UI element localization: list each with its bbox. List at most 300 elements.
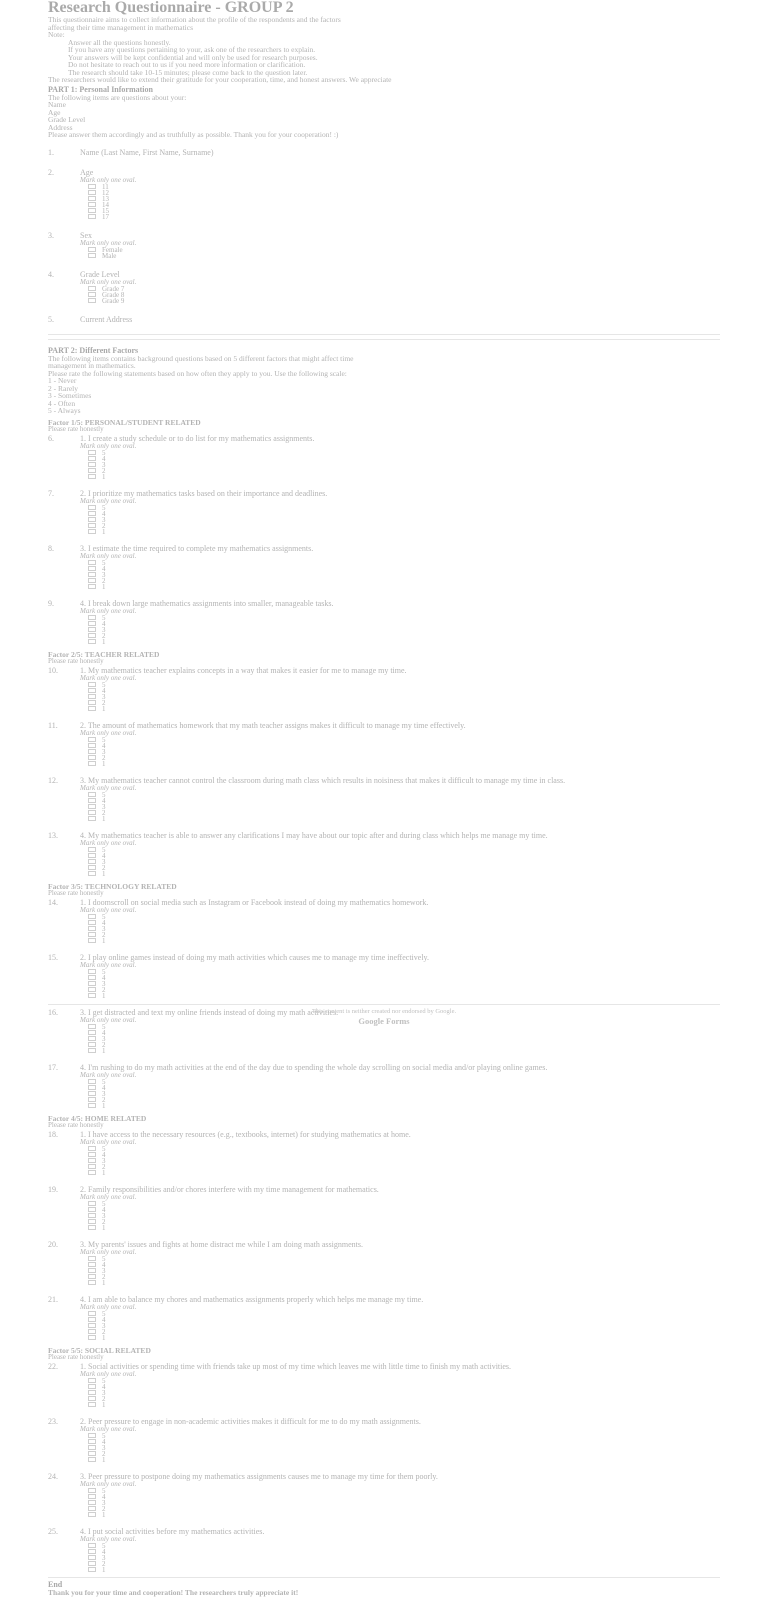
- form-intro-line: This questionnaire aims to collect information about the profile of the respondents and the factors: [48, 15, 341, 24]
- radio-option[interactable]: [88, 253, 720, 259]
- factor-section: [48, 651, 720, 877]
- part1-line: Age: [48, 107, 61, 117]
- end-message: Thank you for your time and cooperation! The researchers truly appreciate it!: [48, 1587, 299, 1597]
- radio-option[interactable]: [88, 1280, 720, 1286]
- radio-oval[interactable]: [88, 1030, 96, 1035]
- question-row: [48, 271, 720, 279]
- radio-oval[interactable]: [88, 627, 96, 632]
- radio-oval[interactable]: [88, 621, 96, 626]
- question-number: 23.: [48, 1416, 58, 1426]
- question-item: [48, 545, 720, 590]
- mark-instruction: Mark only one oval.: [80, 1479, 137, 1488]
- radio-option-label: 4: [102, 1547, 106, 1556]
- question-text: 1. Social activities or spending time with friends take up most of my time which leaves me with little time to finish my math activities.: [80, 1361, 512, 1371]
- question-item: [48, 435, 720, 480]
- radio-oval[interactable]: [88, 1225, 96, 1230]
- question-row: [48, 777, 720, 785]
- question-row: [48, 600, 720, 608]
- factor-section: [48, 1347, 720, 1573]
- question-text: 2. I play online games instead of doing my math activities which causes me to manage my time ineffectively.: [80, 952, 430, 962]
- mark-instruction: Mark only one oval.: [80, 1369, 137, 1378]
- radio-option-label: 5: [102, 1022, 106, 1031]
- radio-oval[interactable]: [88, 737, 96, 742]
- radio-oval[interactable]: [88, 792, 96, 797]
- radio-oval[interactable]: [88, 847, 96, 852]
- radio-oval[interactable]: [88, 1268, 96, 1273]
- radio-oval[interactable]: [88, 1164, 96, 1169]
- radio-option-label: 1: [102, 1046, 106, 1055]
- radio-oval[interactable]: [88, 1170, 96, 1175]
- radio-option-label: 5: [102, 1431, 106, 1440]
- radio-option-label: 4: [102, 973, 106, 982]
- end-label: End: [48, 1579, 63, 1589]
- radio-option-label: 5: [102, 448, 106, 457]
- radio-oval[interactable]: [88, 975, 96, 980]
- radio-oval[interactable]: [88, 190, 96, 195]
- form-intro-line: affecting their time management in mathematics: [48, 22, 194, 32]
- radio-option[interactable]: [88, 1512, 720, 1518]
- form-title: Research Questionnaire - GROUP 2: [48, 0, 294, 16]
- radio-oval[interactable]: [88, 1262, 96, 1267]
- question-row: [48, 435, 720, 443]
- question-row: [48, 1473, 720, 1481]
- radio-oval[interactable]: [88, 993, 96, 998]
- radio-option-label: 1: [102, 582, 106, 591]
- radio-oval[interactable]: [88, 749, 96, 754]
- radio-oval[interactable]: [88, 865, 96, 870]
- note-item: Do not hesitate to reach out to us if you need more information or clarification.: [68, 60, 306, 69]
- question-item: [48, 1131, 720, 1176]
- radio-option[interactable]: [88, 639, 720, 645]
- radio-oval[interactable]: [88, 1317, 96, 1322]
- radio-option-label: 5: [102, 503, 106, 512]
- radio-oval[interactable]: [88, 1213, 96, 1218]
- radio-option[interactable]: [88, 1048, 720, 1054]
- question-row: [48, 232, 720, 240]
- radio-oval[interactable]: [88, 1543, 96, 1548]
- radio-options: [48, 1488, 720, 1518]
- radio-option[interactable]: [88, 993, 720, 999]
- radio-oval[interactable]: [88, 1439, 96, 1444]
- radio-oval[interactable]: [88, 761, 96, 766]
- radio-oval[interactable]: [88, 1152, 96, 1157]
- notes-label: Note:: [48, 30, 65, 39]
- radio-oval[interactable]: [88, 1329, 96, 1334]
- radio-oval[interactable]: [88, 1280, 96, 1285]
- question-item: [48, 832, 720, 877]
- question-row: [48, 545, 720, 553]
- radio-oval[interactable]: [88, 511, 96, 516]
- radio-option-label: 4: [102, 1205, 106, 1214]
- radio-option-label: 11: [102, 182, 109, 191]
- radio-oval[interactable]: [88, 706, 96, 711]
- question-row: [48, 1418, 720, 1426]
- radio-oval[interactable]: [88, 1384, 96, 1389]
- radio-oval[interactable]: [88, 247, 96, 252]
- question-number: 6.: [48, 433, 54, 443]
- radio-oval[interactable]: [88, 859, 96, 864]
- radio-oval[interactable]: [88, 1158, 96, 1163]
- radio-oval[interactable]: [88, 292, 96, 297]
- radio-option-label: 4: [102, 1492, 106, 1501]
- radio-oval[interactable]: [88, 920, 96, 925]
- radio-option[interactable]: [88, 816, 720, 822]
- radio-option[interactable]: [88, 298, 720, 304]
- radio-options: [48, 1201, 720, 1231]
- radio-oval[interactable]: [88, 1091, 96, 1096]
- question-text: Sex: [80, 230, 92, 240]
- question-number: 25.: [48, 1526, 58, 1536]
- radio-oval[interactable]: [88, 743, 96, 748]
- radio-oval[interactable]: [88, 1457, 96, 1462]
- mark-instruction: Mark only one oval.: [80, 1424, 137, 1433]
- question-text: 3. I get distracted and text my online friends instead of doing my math activities.: [80, 1007, 339, 1017]
- question-text: Current Address: [80, 314, 133, 324]
- question-text: 3. My mathematics teacher cannot control the classroom during math class which results in noisiness that makes it difficult to manage my time in class.: [80, 775, 566, 785]
- radio-option-label: Male: [102, 251, 117, 260]
- radio-oval[interactable]: [88, 1079, 96, 1084]
- radio-oval[interactable]: [88, 1402, 96, 1407]
- radio-option-label: 1: [102, 1278, 106, 1287]
- note-item: The researchers would like to extend their gratitude for your cooperation, time, and honest answers. We appreciate: [48, 75, 392, 84]
- radio-option-label: 4: [102, 741, 106, 750]
- radio-option-label: 4: [102, 1260, 106, 1269]
- part1-heading: PART 1: Personal Information: [48, 84, 153, 94]
- question-text: 1. I have access to the necessary resources (e.g., textbooks, internet) for studying mathematics at home.: [80, 1129, 411, 1139]
- radio-option[interactable]: [88, 584, 720, 590]
- footer-disclaimer: This content is neither created nor endorsed by Google.: [311, 1008, 457, 1015]
- radio-option[interactable]: [88, 706, 720, 712]
- radio-oval[interactable]: [88, 468, 96, 473]
- radio-oval[interactable]: [88, 1555, 96, 1560]
- scale-item: 5 - Always: [48, 406, 81, 415]
- radio-oval[interactable]: [88, 578, 96, 583]
- radio-oval[interactable]: [88, 214, 96, 219]
- footer-brand: Google Forms: [358, 1016, 410, 1026]
- radio-option[interactable]: [88, 1335, 720, 1341]
- radio-oval[interactable]: [88, 1500, 96, 1505]
- radio-oval[interactable]: [88, 853, 96, 858]
- question-item: [48, 667, 720, 712]
- radio-option-label: 13: [102, 194, 109, 203]
- radio-option[interactable]: [88, 214, 720, 220]
- radio-option-label: 5: [102, 1376, 106, 1385]
- radio-option-label: 5: [102, 1309, 106, 1318]
- radio-oval[interactable]: [88, 1207, 96, 1212]
- question-item: [48, 899, 720, 944]
- mark-instruction: Mark only one oval.: [80, 238, 137, 247]
- radio-oval[interactable]: [88, 1146, 96, 1151]
- radio-oval[interactable]: [88, 633, 96, 638]
- radio-option-label: 1: [102, 527, 106, 536]
- radio-options: [48, 1256, 720, 1286]
- question-number: 12.: [48, 775, 58, 785]
- radio-option-label: 4: [102, 851, 106, 860]
- radio-oval[interactable]: [88, 1256, 96, 1261]
- radio-oval[interactable]: [88, 1390, 96, 1395]
- radio-option-label: 2: [102, 1217, 106, 1226]
- part1-line: The following items are questions about your:: [48, 92, 187, 102]
- radio-oval[interactable]: [88, 566, 96, 571]
- radio-oval[interactable]: [88, 1396, 96, 1401]
- question-item: [48, 316, 720, 324]
- radio-option[interactable]: [88, 761, 720, 767]
- question-text: 3. My parents' issues and fights at home distract me while I am doing math assignments.: [80, 1239, 363, 1249]
- mark-instruction: Mark only one oval.: [80, 673, 137, 682]
- question-number: 2.: [48, 167, 54, 177]
- factor-title: Factor 1/5: PERSONAL/STUDENT RELATED: [48, 417, 201, 427]
- radio-oval[interactable]: [88, 969, 96, 974]
- question-number: 9.: [48, 598, 54, 608]
- radio-option-label: 1: [102, 1223, 106, 1232]
- mark-instruction: Mark only one oval.: [80, 905, 137, 914]
- radio-option-label: 4: [102, 509, 106, 518]
- radio-options: [48, 1311, 720, 1341]
- question-text: 2. Family responsibilities and/or chores interfere with my time management for mathematics.: [80, 1184, 379, 1194]
- radio-oval[interactable]: [88, 700, 96, 705]
- radio-oval[interactable]: [88, 1311, 96, 1316]
- radio-oval[interactable]: [88, 1433, 96, 1438]
- radio-option-label: 5: [102, 558, 106, 567]
- radio-options: [48, 1378, 720, 1408]
- radio-oval[interactable]: [88, 914, 96, 919]
- radio-oval[interactable]: [88, 871, 96, 876]
- part2-intro-line: management in mathematics.: [48, 361, 136, 370]
- question-text: 3. I estimate the time required to complete my mathematics assignments.: [80, 543, 314, 553]
- question-number: 15.: [48, 952, 58, 962]
- radio-option-label: 3: [102, 1443, 106, 1452]
- mark-instruction: Mark only one oval.: [80, 441, 137, 450]
- radio-option-label: 4: [102, 1315, 106, 1324]
- question-text: 4. I put social activities before my mathematics activities.: [80, 1526, 265, 1536]
- part1-questions: [48, 149, 720, 324]
- radio-oval[interactable]: [88, 615, 96, 620]
- question-item: [48, 490, 720, 535]
- radio-oval[interactable]: [88, 1506, 96, 1511]
- radio-option-label: 3: [102, 692, 106, 701]
- question-item: [48, 271, 720, 304]
- radio-option-label: 3: [102, 1211, 106, 1220]
- question-row: [48, 832, 720, 840]
- question-text: 2. The amount of mathematics homework that my math teacher assigns makes it difficult to manage my time effectively.: [80, 720, 466, 730]
- radio-option[interactable]: [88, 529, 720, 535]
- radio-option-label: 3: [102, 802, 106, 811]
- radio-oval[interactable]: [88, 253, 96, 258]
- factor-subtitle: Please rate honestly: [48, 1120, 104, 1129]
- question-text: Age: [80, 167, 94, 177]
- radio-oval[interactable]: [88, 1549, 96, 1554]
- radio-option-label: 5: [102, 613, 106, 622]
- radio-oval[interactable]: [88, 804, 96, 809]
- radio-option-label: 1: [102, 637, 106, 646]
- radio-option-label: 5: [102, 735, 106, 744]
- radio-oval[interactable]: [88, 926, 96, 931]
- radio-oval[interactable]: [88, 572, 96, 577]
- radio-oval[interactable]: [88, 798, 96, 803]
- question-text: Grade Level: [80, 269, 120, 279]
- radio-oval[interactable]: [88, 987, 96, 992]
- radio-option-label: Grade 7: [102, 284, 125, 293]
- part2-intro-line: The following items contains background questions based on 5 different factors that might affect time: [48, 353, 354, 363]
- question-text: 4. I am able to balance my chores and mathematics assignments properly which helps me manage my time.: [80, 1294, 424, 1304]
- radio-option-label: 12: [102, 188, 109, 197]
- radio-oval[interactable]: [88, 1085, 96, 1090]
- question-text: 3. Peer pressure to postpone doing my mathematics assignments causes me to manage my time for them poorly.: [80, 1471, 438, 1481]
- radio-option-label: 3: [102, 1498, 106, 1507]
- factor-title: Factor 4/5: HOME RELATED: [48, 1113, 147, 1123]
- question-number: 16.: [48, 1007, 58, 1017]
- question-item: [48, 149, 720, 157]
- radio-option-label: 4: [102, 1150, 106, 1159]
- radio-oval[interactable]: [88, 1219, 96, 1224]
- question-row: [48, 1241, 720, 1249]
- factor-title: Factor 2/5: TEACHER RELATED: [48, 649, 160, 659]
- mark-instruction: Mark only one oval.: [80, 960, 137, 969]
- radio-oval[interactable]: [88, 1048, 96, 1053]
- mark-instruction: Mark only one oval.: [80, 606, 137, 615]
- part1-line: Name: [48, 100, 66, 109]
- radio-option-label: 3: [102, 1388, 106, 1397]
- radio-oval[interactable]: [88, 810, 96, 815]
- radio-option[interactable]: [88, 871, 720, 877]
- radio-option-label: 5: [102, 1541, 106, 1550]
- question-number: 5.: [48, 314, 54, 324]
- radio-oval[interactable]: [88, 1451, 96, 1456]
- radio-oval[interactable]: [88, 298, 96, 303]
- radio-oval[interactable]: [88, 1561, 96, 1566]
- radio-option-label: 1: [102, 759, 106, 768]
- mark-instruction: Mark only one oval.: [80, 838, 137, 847]
- radio-oval[interactable]: [88, 688, 96, 693]
- radio-oval[interactable]: [88, 1274, 96, 1279]
- factor-subtitle: Please rate honestly: [48, 656, 104, 665]
- question-number: 3.: [48, 230, 54, 240]
- radio-option-label: 5: [102, 1077, 106, 1086]
- radio-oval[interactable]: [88, 981, 96, 986]
- radio-oval[interactable]: [88, 505, 96, 510]
- question-text: Name (Last Name, First Name, Surname): [80, 147, 214, 157]
- radio-option-label: 4: [102, 918, 106, 927]
- radio-oval[interactable]: [88, 456, 96, 461]
- radio-option-label: 1: [102, 1168, 106, 1177]
- radio-option-label: 3: [102, 1266, 106, 1275]
- radio-option-label: 2: [102, 576, 106, 585]
- radio-oval[interactable]: [88, 816, 96, 821]
- radio-oval[interactable]: [88, 932, 96, 937]
- question-number: 13.: [48, 830, 58, 840]
- radio-option[interactable]: [88, 1225, 720, 1231]
- radio-oval[interactable]: [88, 529, 96, 534]
- radio-oval[interactable]: [88, 196, 96, 201]
- radio-oval[interactable]: [88, 1512, 96, 1517]
- radio-options: [48, 505, 720, 535]
- radio-option-label: Grade 9: [102, 296, 125, 305]
- radio-oval[interactable]: [88, 286, 96, 291]
- radio-oval[interactable]: [88, 1201, 96, 1206]
- radio-option-label: 3: [102, 924, 106, 933]
- question-item: [48, 169, 720, 220]
- radio-oval[interactable]: [88, 755, 96, 760]
- question-item: [48, 1418, 720, 1463]
- radio-option-label: 5: [102, 845, 106, 854]
- radio-option[interactable]: [88, 1457, 720, 1463]
- radio-oval[interactable]: [88, 184, 96, 189]
- radio-oval[interactable]: [88, 1097, 96, 1102]
- radio-oval[interactable]: [88, 1445, 96, 1450]
- question-number: 7.: [48, 488, 54, 498]
- radio-option-label: 3: [102, 570, 106, 579]
- radio-option-label: 2: [102, 631, 106, 640]
- question-row: [48, 722, 720, 730]
- radio-option[interactable]: [88, 474, 720, 480]
- mark-instruction: Mark only one oval.: [80, 1302, 137, 1311]
- radio-oval[interactable]: [88, 1488, 96, 1493]
- radio-oval[interactable]: [88, 1036, 96, 1041]
- factor-section: [48, 883, 720, 1109]
- radio-oval[interactable]: [88, 1378, 96, 1383]
- factor-section: [48, 419, 720, 645]
- radio-option-label: 4: [102, 619, 106, 628]
- radio-oval[interactable]: [88, 560, 96, 565]
- radio-option-label: 4: [102, 1437, 106, 1446]
- question-row: [48, 149, 720, 157]
- radio-option[interactable]: [88, 1103, 720, 1109]
- radio-option-label: 2: [102, 985, 106, 994]
- radio-option-label: 1: [102, 1400, 106, 1409]
- radio-options: [48, 737, 720, 767]
- radio-oval[interactable]: [88, 523, 96, 528]
- radio-option-label: 1: [102, 991, 106, 1000]
- divider: [48, 1577, 720, 1578]
- radio-option[interactable]: [88, 1402, 720, 1408]
- radio-option-label: 3: [102, 460, 106, 469]
- radio-oval[interactable]: [88, 682, 96, 687]
- radio-option[interactable]: [88, 938, 720, 944]
- radio-option-label: Grade 8: [102, 290, 125, 299]
- radio-option-label: 1: [102, 472, 106, 481]
- radio-oval[interactable]: [88, 208, 96, 213]
- radio-oval[interactable]: [88, 474, 96, 479]
- radio-oval[interactable]: [88, 450, 96, 455]
- divider: [48, 334, 720, 335]
- radio-oval[interactable]: [88, 1103, 96, 1108]
- radio-oval[interactable]: [88, 462, 96, 467]
- radio-option[interactable]: [88, 1567, 720, 1573]
- radio-oval[interactable]: [88, 1323, 96, 1328]
- radio-options: [48, 1024, 720, 1054]
- radio-option[interactable]: [88, 1170, 720, 1176]
- radio-options: [48, 969, 720, 999]
- radio-oval[interactable]: [88, 584, 96, 589]
- question-number: 22.: [48, 1361, 58, 1371]
- radio-oval[interactable]: [88, 1494, 96, 1499]
- radio-oval[interactable]: [88, 1042, 96, 1047]
- mark-instruction: Mark only one oval.: [80, 277, 137, 286]
- radio-options: [48, 914, 720, 944]
- radio-oval[interactable]: [88, 517, 96, 522]
- radio-oval[interactable]: [88, 938, 96, 943]
- question-row: [48, 899, 720, 907]
- radio-option-label: 4: [102, 796, 106, 805]
- radio-option-label: 3: [102, 625, 106, 634]
- question-number: 8.: [48, 543, 54, 553]
- radio-oval[interactable]: [88, 639, 96, 644]
- radio-oval[interactable]: [88, 1335, 96, 1340]
- radio-oval[interactable]: [88, 202, 96, 207]
- radio-oval[interactable]: [88, 1567, 96, 1572]
- radio-option-label: 1: [102, 1565, 106, 1574]
- radio-oval[interactable]: [88, 694, 96, 699]
